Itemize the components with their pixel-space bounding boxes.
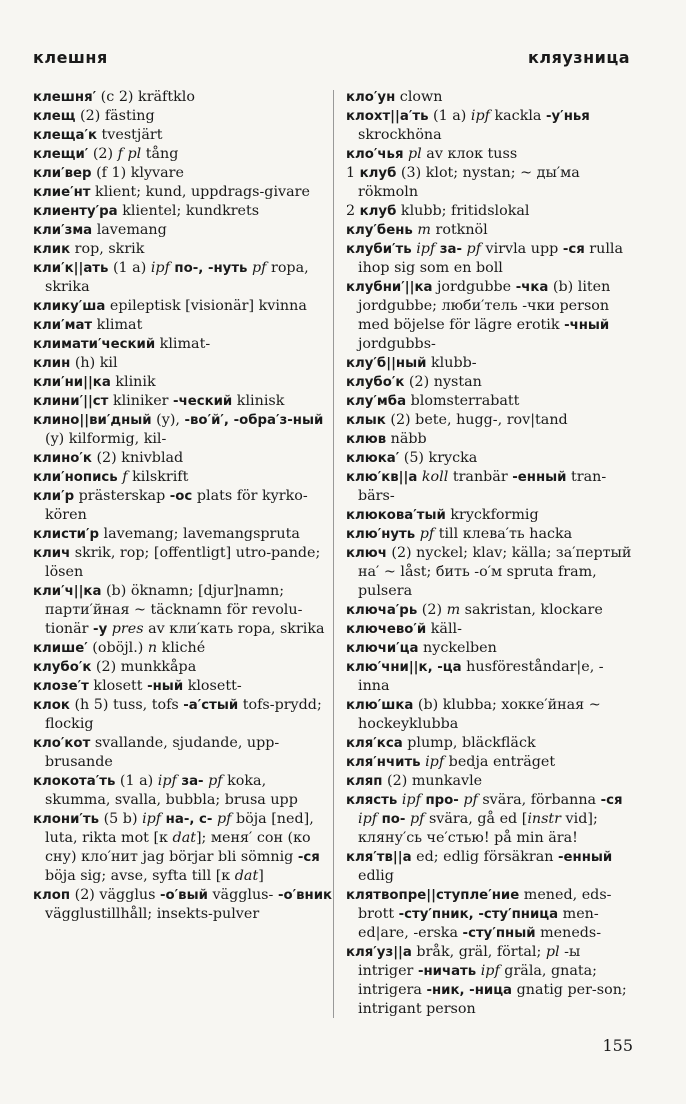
page-number: 155: [602, 1036, 633, 1055]
entry-text: tran-bärs-: [358, 469, 607, 504]
entry-text: kliniker: [108, 393, 174, 409]
dictionary-entry: [346, 791, 634, 848]
entry-headword: по-: [381, 812, 406, 827]
entry-text: 1: [346, 165, 360, 181]
entry-headword: -чка: [515, 280, 549, 295]
entry-grammar-label: m: [446, 602, 461, 618]
dictionary-entry: [33, 468, 333, 487]
entry-headword: клу′мба: [346, 394, 407, 409]
entry-text: (y),: [151, 412, 185, 428]
entry-text: (2) fästing: [75, 108, 155, 124]
entry-headword: кли′нопись: [33, 470, 118, 485]
entry-text: ]: [258, 868, 264, 884]
entry-headword: клозе′т: [33, 679, 89, 694]
entry-text: nyckelben: [418, 640, 497, 656]
entry-text: klient; kund, uppdrags-givare: [90, 184, 310, 200]
entry-text: (2) bete, hugg-, rov|tand: [385, 412, 568, 428]
entry-headword: -ный: [147, 679, 184, 694]
entry-text: till клева′ть hacka: [434, 526, 573, 542]
dictionary-entry: [33, 183, 333, 202]
entry-text: (2) knivblad: [91, 450, 184, 466]
entry-headword: кляп: [346, 774, 383, 789]
dictionary-entry: [346, 620, 634, 639]
entry-headword: клещ: [33, 109, 76, 124]
entry-text: ropa, skrika: [45, 260, 309, 295]
entry-headword: за-: [439, 242, 462, 257]
entry-headword: кли′мат: [33, 318, 93, 333]
entry-headword: климати′ческий: [33, 337, 156, 352]
entry-text: vägglustillhåll; insekts-pulver: [45, 906, 260, 922]
entry-headword: клубо′к: [33, 660, 92, 675]
entry-text: (2): [88, 146, 118, 162]
entry-headword: -ся: [600, 793, 623, 808]
entry-headword: клуб: [359, 204, 397, 219]
entry-headword: -о′вый: [160, 888, 208, 903]
entry-text: lavemang; lavemangspruta: [99, 526, 300, 542]
entry-grammar-label: ipf: [470, 108, 490, 124]
entry-headword: кли′ч||ка: [33, 584, 102, 599]
entry-grammar-label: ipf: [480, 963, 500, 979]
entry-headword: кли′вер: [33, 166, 92, 181]
entry-headword: клохт||а′ть: [346, 109, 429, 124]
entry-headword: -ос: [169, 489, 193, 504]
entry-headword: кли′р: [33, 489, 75, 504]
dictionary-entry: [33, 449, 333, 468]
entry-text: plats för kyrko-kören: [45, 488, 308, 523]
entry-text: klientel; kundkrets: [117, 203, 260, 219]
dictionary-entry: [346, 278, 634, 354]
entry-headword: -ся: [562, 242, 585, 257]
entry-headword: клони′ть: [33, 812, 100, 827]
entry-headword: -сту′пный: [462, 926, 536, 941]
entry-text: rotknöl: [430, 222, 488, 238]
entry-headword: клю′чни||к, -ца: [346, 660, 462, 675]
entry-text: (f 1) klyvare: [91, 165, 184, 181]
entry-headword: ключ: [346, 546, 387, 561]
entry-headword: -а′стый: [183, 698, 239, 713]
entry-text: tvestjärt: [97, 127, 163, 143]
dictionary-entry: [33, 544, 333, 582]
entry-headword: клык: [346, 413, 386, 428]
entry-text: rulla ihop sig som en boll: [358, 241, 624, 276]
dictionary-entry: [346, 354, 634, 373]
entry-text: klosett: [88, 678, 148, 694]
entry-headword: -у′нья: [546, 109, 590, 124]
dictionary-entry: [346, 696, 634, 734]
column-divider: [333, 90, 334, 1018]
entry-text: (2): [417, 602, 447, 618]
entry-grammar-label: ipf: [401, 792, 421, 808]
entry-text: koka, skumma, svalla, bubbla; brusa upp: [45, 773, 298, 808]
dictionary-entry: [33, 696, 333, 734]
dictionary-entry: [346, 525, 634, 544]
entry-text: (2) vägglus: [70, 887, 161, 903]
entry-text: men-ed|are, -erska: [358, 906, 599, 941]
entry-headword: клие′нт: [33, 185, 91, 200]
entry-text: (h) kil: [70, 355, 118, 371]
header-right-guideword: кляузница: [528, 48, 630, 67]
entry-text: (y) kilformig, kil-: [45, 431, 167, 447]
entry-text: -ы intriger: [358, 944, 581, 979]
entry-text: klosett-: [183, 678, 242, 694]
dictionary-entry: [33, 658, 333, 677]
entry-text: bråk, gräl, förtal;: [411, 944, 546, 960]
entry-headword: за-: [181, 774, 204, 789]
entry-text: (5 b): [99, 811, 143, 827]
dictionary-entry: [346, 202, 634, 221]
entry-text: prästerskap: [74, 488, 170, 504]
entry-text: (1 a): [115, 773, 158, 789]
entry-headword: клешня′: [33, 90, 97, 105]
entry-text: (2) munkkåpa: [91, 659, 197, 675]
entry-text: jordgubbs-: [358, 336, 436, 352]
entry-text: av кли′кать ropa, skrika: [143, 621, 325, 637]
entry-text: vid]; кляну′сь че′стью! på min ära!: [358, 811, 598, 846]
entry-text: (1 a): [428, 108, 471, 124]
entry-headword: клисти′р: [33, 527, 100, 542]
entry-headword: клятвопре||ступле′ние: [346, 888, 520, 903]
entry-headword: клини′||ст: [33, 394, 109, 409]
entry-grammar-label: ipf: [142, 811, 162, 827]
entry-text: blomsterrabatt: [406, 393, 520, 409]
entry-text: (2) munkavle: [382, 773, 483, 789]
entry-text: husföreståndar|e, -inna: [358, 659, 604, 694]
entry-text: jordgubbe: [432, 279, 516, 295]
entry-headword: клу′б||ный: [346, 356, 427, 371]
dictionary-entry: [346, 753, 634, 772]
dictionary-entry: [33, 202, 333, 221]
dictionary-entry: [33, 411, 333, 449]
dictionary-entry: [33, 240, 333, 259]
dictionary-entry: [346, 734, 634, 753]
dictionary-entry: [33, 487, 333, 525]
entry-headword: кло′чья: [346, 147, 404, 162]
entry-text: kilskrift: [127, 469, 189, 485]
entry-headword: клю′нуть: [346, 527, 416, 542]
entry-headword: клубни′||ка: [346, 280, 433, 295]
entry-text: gräla, gnata; intrigera: [358, 963, 597, 998]
entry-headword: -ник, -ница: [426, 983, 513, 998]
entry-grammar-label: dat: [234, 868, 259, 884]
entry-grammar-label: ipf: [150, 260, 170, 276]
dictionary-entry: [33, 259, 333, 297]
entry-text: (b) liten jordgubbe; люби′тель -чки person med böjelse för lägre erotik: [358, 279, 611, 333]
dictionary-entry: [33, 297, 333, 316]
entry-text: vägglus-: [207, 887, 274, 903]
entry-text: klinisk: [232, 393, 285, 409]
entry-headword: клок: [33, 698, 70, 713]
entry-text: näbb: [386, 431, 427, 447]
entry-text: skrik, rop; [offentligt] utro-pande; lösen: [45, 545, 321, 580]
dictionary-entry: [346, 658, 634, 696]
entry-headword: -ся: [297, 850, 320, 865]
entry-headword: клич: [33, 546, 71, 561]
entry-text: klubb; fritidslokal: [396, 203, 530, 219]
entry-grammar-label: pf: [419, 526, 435, 542]
entry-headword: -енный: [512, 470, 567, 485]
entry-text: mened, eds-brott: [358, 887, 612, 922]
entry-grammar-label: instr: [527, 811, 562, 827]
entry-grammar-label: ipf: [416, 241, 436, 257]
entry-text: (3) klot; nystan; ~ ды′ма rökmoln: [358, 165, 580, 200]
entry-text: (1 a): [108, 260, 151, 276]
entry-text: meneds-: [535, 925, 602, 941]
entry-text: kliché: [157, 640, 206, 656]
dictionary-entry: [33, 582, 333, 639]
entry-headword: -во′й′, -обра′з-ный: [184, 413, 324, 428]
dictionary-entry: [346, 601, 634, 620]
entry-text: (h 5) tuss, tofs: [69, 697, 184, 713]
entry-text: (2) nyckel; klav; källa; за′пертый на′ ~ låst; бить -о′м spruta fram, pulsera: [358, 545, 632, 599]
entry-grammar-label: f: [122, 469, 128, 485]
entry-text: käll-: [426, 621, 462, 637]
dictionary-entry: [346, 373, 634, 392]
entry-text: epileptisk [visionär] kvinna: [105, 298, 307, 314]
entry-headword: клуби′ть: [346, 242, 412, 257]
entry-headword: клише′: [33, 641, 88, 656]
dictionary-entry: [33, 525, 333, 544]
entry-grammar-label: n: [147, 640, 158, 656]
entry-headword: -о′вник: [273, 888, 333, 903]
dictionary-entry: [346, 943, 634, 1019]
entry-headword: клокота′ть: [33, 774, 116, 789]
entry-text: clown: [395, 89, 443, 105]
entry-headword: кли′ни||ка: [33, 375, 111, 390]
entry-headword: кля′уз||а: [346, 945, 412, 960]
entry-text: (2) nystan: [404, 374, 482, 390]
entry-headword: клу′бень: [346, 223, 413, 238]
entry-grammar-label: pf: [466, 241, 481, 257]
entry-text: plump, bläckfläck: [402, 735, 536, 751]
dictionary-entry: [346, 639, 634, 658]
entry-text: svära, förbanna: [477, 792, 601, 808]
dictionary-entry: [346, 544, 634, 601]
entry-text: virvla upp: [481, 241, 563, 257]
dictionary-entry: [33, 145, 333, 164]
entry-text: bedja enträget: [444, 754, 556, 770]
dictionary-entry: [346, 506, 634, 525]
entry-text: (b) klubba; хокке′йная ~ hockeyklubba: [358, 697, 601, 732]
entry-text: tranbär: [448, 469, 513, 485]
dictionary-entry: [33, 772, 333, 810]
entry-text: klubb-: [426, 355, 477, 371]
dictionary-entry: [346, 848, 634, 886]
entry-grammar-label: pf: [251, 260, 267, 276]
entry-headword: кло′кот: [33, 736, 91, 751]
dictionary-entry: [33, 373, 333, 392]
entry-headword: ключа′рь: [346, 603, 418, 618]
entry-grammar-label: pf: [463, 792, 478, 808]
dictionary-entry: [33, 164, 333, 183]
entry-headword: кли′зма: [33, 223, 93, 238]
entry-text: tofs-prydd; flockig: [45, 697, 322, 732]
entry-headword: -енный: [557, 850, 613, 865]
entry-headword: клю′шка: [346, 698, 414, 713]
dictionary-entry: [346, 468, 634, 506]
dictionary-entry: [33, 734, 333, 772]
dictionary-entry: [33, 316, 333, 335]
entry-headword: клю′кв||а: [346, 470, 418, 485]
dictionary-entry: [33, 677, 333, 696]
entry-headword: ключи′ца: [346, 641, 419, 656]
dictionary-entry: [346, 164, 634, 202]
entry-text: gnatig per-son; intrigant person: [358, 982, 627, 1017]
entry-headword: клик: [33, 242, 71, 257]
entry-grammar-label: pres: [111, 621, 144, 637]
entry-headword: кло′ун: [346, 90, 396, 105]
entry-text: rop, skrik: [70, 241, 145, 257]
entry-headword: клоп: [33, 888, 71, 903]
entry-headword: на-, с-: [165, 812, 213, 827]
entry-text: böja [ned], luta, rikta mot [к: [45, 811, 314, 846]
entry-headword: клуб: [359, 166, 397, 181]
entry-headword: клин: [33, 356, 71, 371]
entry-headword: клюка′: [346, 451, 400, 466]
left-column: [33, 88, 333, 924]
dictionary-entry: [346, 772, 634, 791]
entry-grammar-label: m: [417, 222, 431, 238]
entry-headword: ключево′й: [346, 622, 427, 637]
dictionary-entry: [346, 430, 634, 449]
dictionary-entry: [346, 88, 634, 107]
entry-headword: -чный: [564, 318, 610, 333]
entry-text: (b) öknamn; [djur]namn; парти′йная ~ täcknamn för revolu-tionär: [45, 583, 303, 637]
entry-grammar-label: pf: [208, 773, 223, 789]
entry-headword: клясть: [346, 793, 398, 808]
entry-text: klimat: [92, 317, 143, 333]
dictionary-entry: [33, 221, 333, 240]
entry-grammar-label: ipf: [157, 773, 177, 789]
entry-headword: клиенту′ра: [33, 204, 118, 219]
dictionary-entry: [33, 639, 333, 658]
entry-grammar-label: dat: [172, 830, 196, 846]
entry-text: böja sig; avse, syfta till [к: [45, 868, 235, 884]
dictionary-entry: [33, 88, 333, 107]
entry-grammar-label: pf: [409, 811, 425, 827]
entry-text: kackla: [489, 108, 546, 124]
entry-headword: клику′ша: [33, 299, 106, 314]
entry-grammar-label: pf: [216, 811, 232, 827]
dictionary-entry: [346, 886, 634, 943]
entry-grammar-label: koll: [421, 469, 449, 485]
entry-headword: клубо′к: [346, 375, 405, 390]
dictionary-entry: [346, 240, 634, 278]
entry-headword: клино′к: [33, 451, 92, 466]
entry-text: kryckformig: [445, 507, 539, 523]
entry-text: tång: [141, 146, 179, 162]
entry-text: (5) krycka: [399, 450, 478, 466]
dictionary-entry: [33, 335, 333, 354]
entry-headword: клещи′: [33, 147, 89, 162]
entry-text: (oböjl.): [87, 640, 148, 656]
entry-text: av клок tuss: [421, 146, 518, 162]
dictionary-entry: [33, 810, 333, 886]
entry-grammar-label: pl: [408, 146, 422, 162]
entry-text: edlig: [358, 868, 394, 884]
entry-headword: про-: [425, 793, 459, 808]
dictionary-entry: [346, 145, 634, 164]
entry-headword: кли′к||ать: [33, 261, 109, 276]
entry-text: klimat-: [155, 336, 211, 352]
entry-headword: кля′кса: [346, 736, 403, 751]
entry-grammar-label: pl: [545, 944, 560, 960]
entry-text: 2: [346, 203, 360, 219]
entry-text: (с 2) kräftklo: [96, 89, 195, 105]
dictionary-entry: [33, 107, 333, 126]
entry-headword: клюв: [346, 432, 387, 447]
header-left-guideword: клешня: [33, 48, 108, 67]
entry-text: ]; меня′ сон (ко сну) кло′нит jag börjar bli sömnig: [45, 830, 311, 865]
entry-headword: -ничать: [417, 964, 477, 979]
dictionary-entry: [346, 449, 634, 468]
entry-headword: -у: [93, 622, 108, 637]
entry-text: svallande, sjudande, upp-brusande: [45, 735, 280, 770]
entry-grammar-label: ipf: [358, 811, 378, 827]
dictionary-entry: [346, 221, 634, 240]
entry-headword: кля′тв||а: [346, 850, 412, 865]
dictionary-entry: [33, 354, 333, 373]
entry-headword: клино||ви′дный: [33, 413, 152, 428]
entry-headword: -сту′пник, -сту′пница: [398, 907, 559, 922]
dictionary-entry: [33, 126, 333, 145]
entry-text: ed; edlig försäkran: [411, 849, 558, 865]
entry-headword: клеща′к: [33, 128, 97, 143]
entry-text: lavemang: [92, 222, 167, 238]
dictionary-entry: [346, 107, 634, 145]
entry-headword: по-, -нуть: [174, 261, 248, 276]
entry-headword: клюкова′тый: [346, 508, 446, 523]
entry-headword: кля′нчить: [346, 755, 421, 770]
entry-text: svära, gå ed [: [424, 811, 528, 827]
entry-headword: -ческий: [173, 394, 233, 409]
entry-text: sakristan, klockare: [460, 602, 603, 618]
entry-text: klinik: [110, 374, 156, 390]
dictionary-entry: [346, 392, 634, 411]
entry-text: skrockhöna: [358, 127, 442, 143]
dictionary-entry: [346, 411, 634, 430]
entry-grammar-label: f pl: [117, 146, 142, 162]
dictionary-entry: [33, 392, 333, 411]
right-column: [346, 88, 634, 1019]
dictionary-entry: [33, 886, 333, 924]
entry-grammar-label: ipf: [425, 754, 445, 770]
